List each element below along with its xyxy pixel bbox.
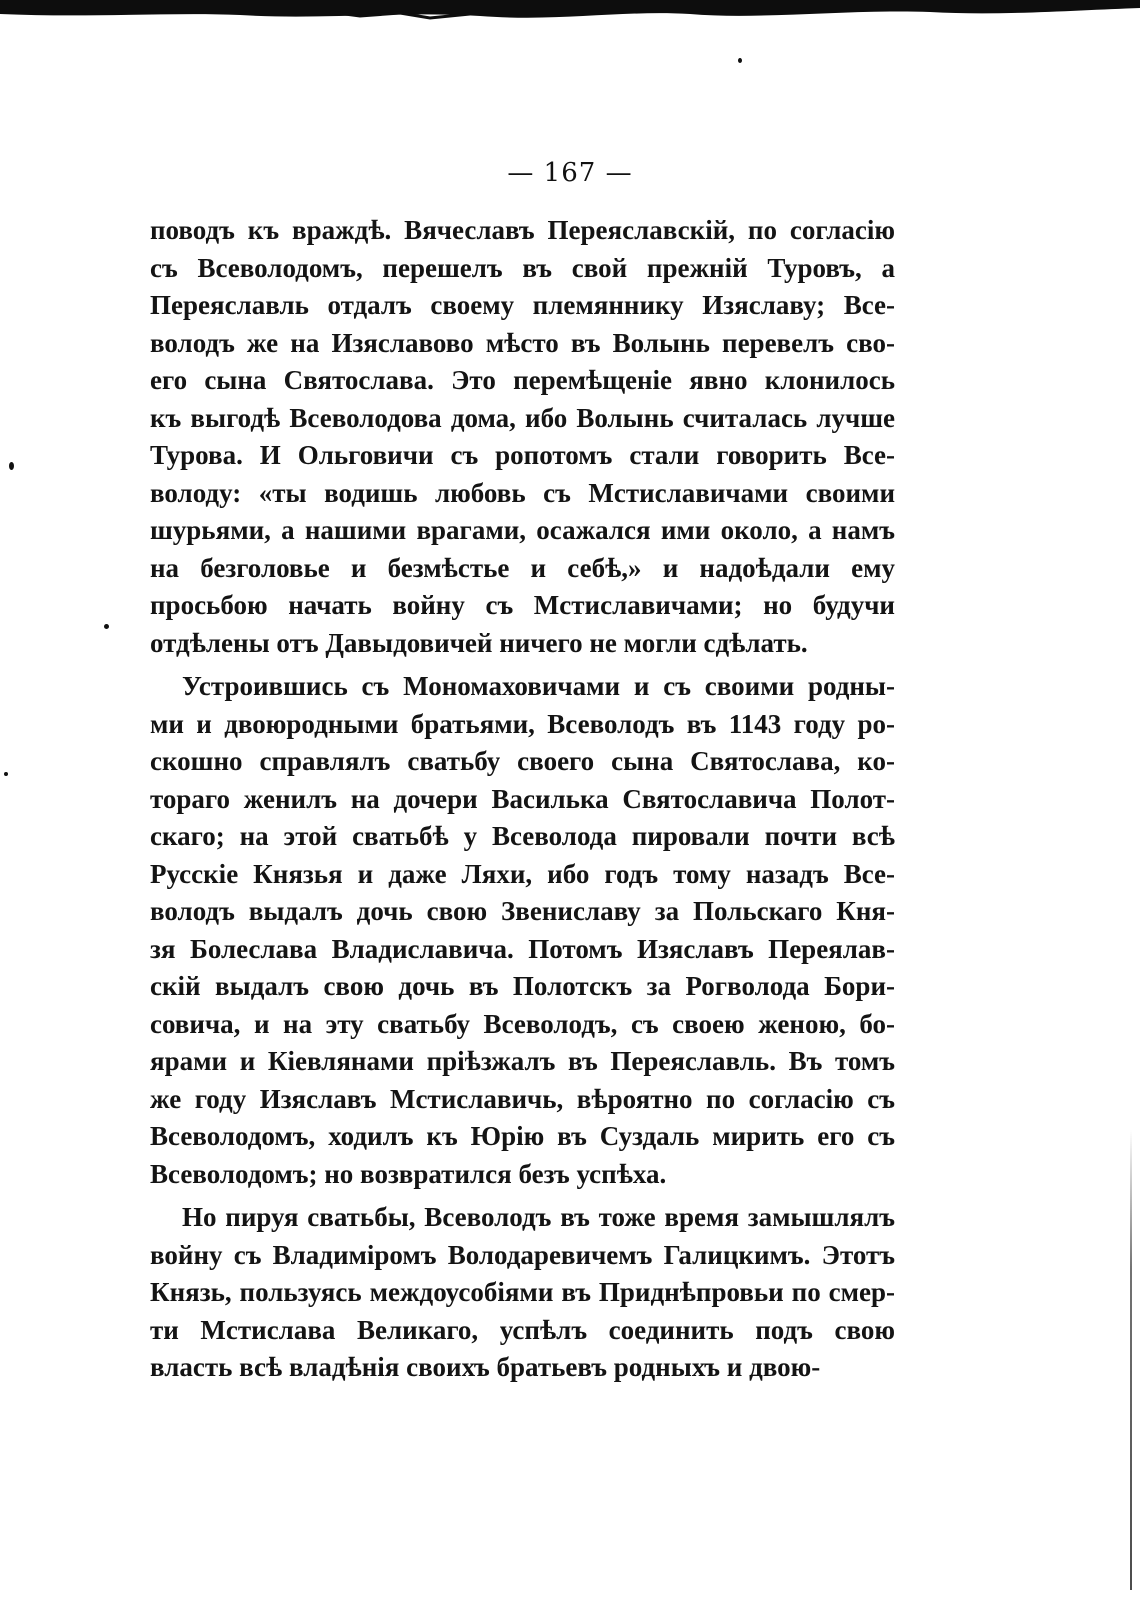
paragraph — [150, 668, 895, 1193]
text-line: отдѣлены отъ Давыдовичей ничего не могли сдѣлать. — [150, 627, 808, 658]
text-line: власть всѣ владѣнія своихъ братьевъ родныхъ и двою- — [150, 1352, 821, 1382]
text-line: поводъ къ враждѣ. Вячеславъ Переяславскій, по согласію — [150, 215, 895, 245]
text-line: шурьями, а нашими врагами, осажался ими около, а намъ — [150, 515, 895, 545]
text-line: володъ выдалъ дочь свою Звениславу за Польскаго Кня- — [150, 896, 895, 926]
text-line: его сына Святослава. Это перемѣщеніе явно клонилось — [150, 365, 895, 395]
text-line: Всеволодомъ, ходилъ къ Юрію въ Суздаль мирить его съ — [150, 1121, 895, 1151]
text-line: ми и двоюродными братьями, Всеволодъ въ 1143 году ро- — [150, 708, 895, 739]
paragraph — [150, 1199, 895, 1387]
text-line: тораго женилъ на дочери Василька Святославича Полот- — [150, 783, 895, 814]
scan-speck — [738, 58, 742, 63]
text-line: скаго; на этой сватьбѣ у Всеволода пировали почти всѣ — [150, 821, 895, 851]
scan-speck — [4, 772, 8, 776]
text-line: просьбою начать войну съ Мстиславичами; но будучи — [150, 590, 895, 620]
text-line: володу: «ты водишь любовь съ Мстиславичами своими — [150, 477, 895, 508]
page-number: — 167 — — [507, 158, 633, 188]
text-line: Всеволодомъ; но возвратился безъ успѣха. — [150, 1158, 667, 1189]
text-line: ти Мстислава Великаго, успѣлъ соединить подъ свою — [150, 1314, 895, 1345]
text-line: къ выгодѣ Всеволодова дома, ибо Волынь считалась лучше — [150, 402, 895, 433]
text-line: скій выдалъ свою дочь въ Полотскъ за Рогволода Бори- — [150, 971, 895, 1001]
scan-speck — [104, 624, 109, 629]
text-line: володъ же на Изяславово мѣсто въ Волынь перевелъ сво- — [150, 327, 895, 358]
text-line: Но пируя сватьбы, Всеволодъ въ тоже время замышлялъ — [182, 1202, 895, 1232]
text-line: на безголовье и безмѣстье и себѣ,» и надоѣдали ему — [150, 552, 895, 583]
text-line: совича, и на эту сватьбу Всеволодъ, съ своею женою, бо- — [150, 1008, 895, 1039]
scan-speck — [9, 462, 14, 470]
text-line: ярами и Кіевлянами пріѣзжалъ въ Переяславль. Въ томъ — [150, 1046, 895, 1076]
text-line: зя Болеслава Владиславича. Потомъ Изяславъ Переялав- — [150, 933, 895, 964]
text-line: съ Всеволодомъ, перешелъ въ свой прежній Туровъ, а — [150, 252, 895, 283]
body-text — [150, 212, 895, 1387]
text-line: скошно справлялъ сватьбу своего сына Святослава, ко- — [150, 746, 895, 776]
paragraph — [150, 212, 895, 662]
scan-top-edge — [0, 0, 1140, 26]
text-line: Турова. И Ольговичи съ ропотомъ стали говорить Все- — [150, 440, 895, 470]
scan-right-edge — [1130, 1130, 1132, 1590]
text-line: Князь, пользуясь междоусобіями въ Приднѣпровьи по смер- — [150, 1277, 895, 1307]
text-line: войну съ Владиміромъ Володаревичемъ Галицкимъ. Этотъ — [150, 1239, 895, 1270]
text-line: Переяславль отдалъ своему племяннику Изяславу; Все- — [150, 290, 895, 320]
text-line: Русскіе Князья и даже Ляхи, ибо годъ тому назадъ Все- — [150, 858, 895, 889]
text-line: же году Изяславъ Мстиславичь, вѣроятно по согласію съ — [150, 1083, 895, 1114]
text-line: Устроившись съ Мономаховичами и съ своими родны- — [182, 671, 895, 701]
